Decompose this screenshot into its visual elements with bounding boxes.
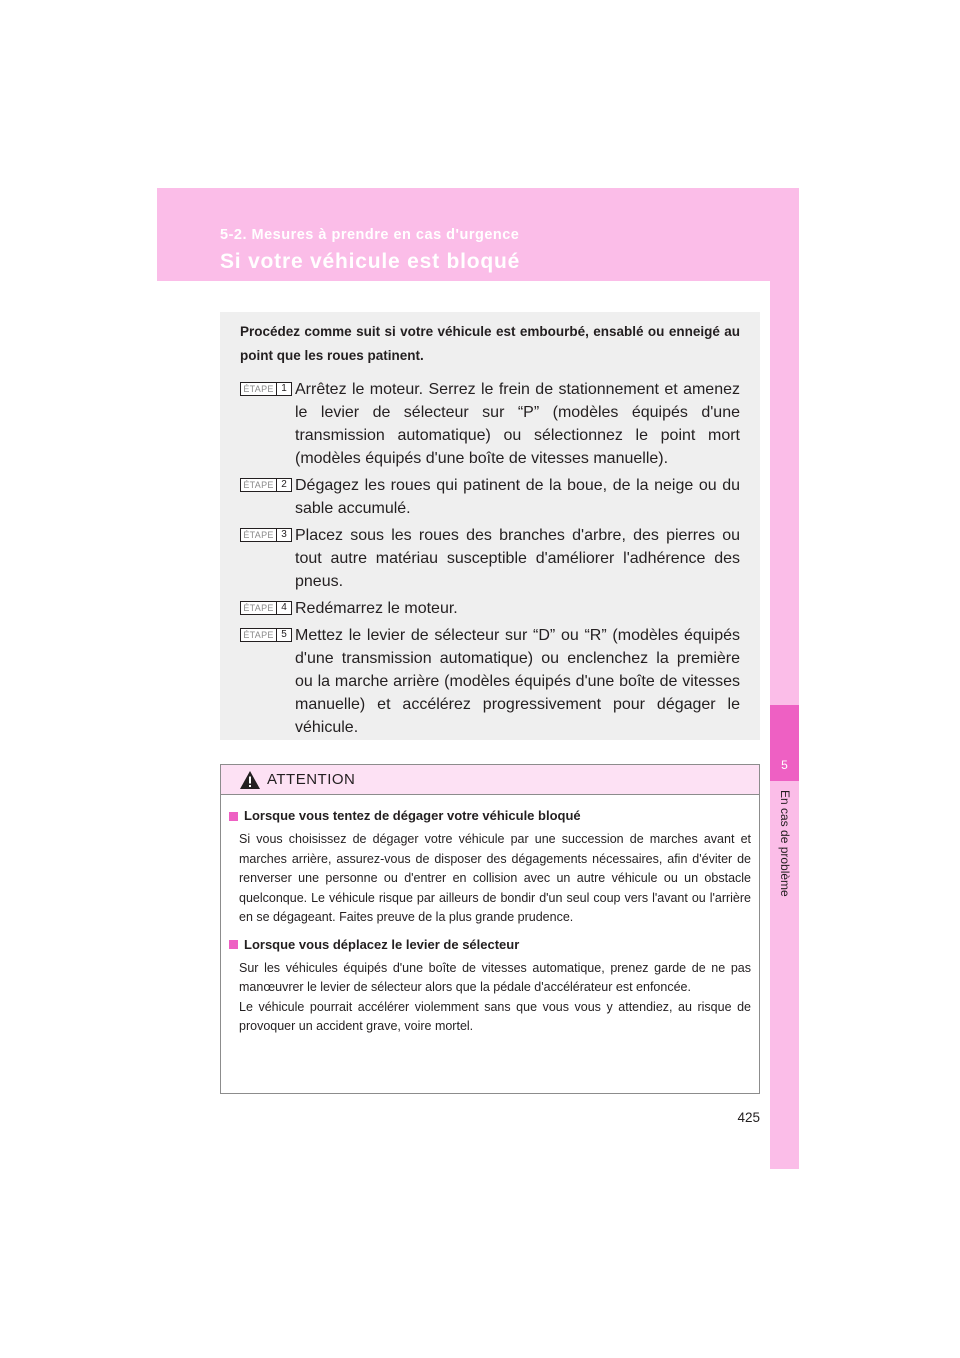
step-badge	[240, 478, 292, 492]
step-badge-number: 5	[276, 629, 291, 641]
chapter-number: 5	[781, 758, 788, 772]
attention-item-title-text: Lorsque vous déplacez le levier de sélecteur	[244, 936, 520, 952]
step-3	[240, 524, 740, 593]
step-badge	[240, 628, 292, 642]
step-text: Placez sous les roues des branches d'arbre, des pierres ou tout autre matériau susceptible d'améliorer l'adhérence des pneus.	[295, 527, 740, 590]
step-text: Dégagez les roues qui patinent de la boue, de la neige ou du sable accumulé.	[295, 477, 740, 517]
step-badge	[240, 601, 292, 615]
section-label: 5-2. Mesures à prendre en cas d'urgence	[220, 227, 520, 243]
attention-header	[221, 765, 759, 795]
attention-box	[220, 764, 760, 1094]
step-badge-number: 3	[276, 529, 291, 541]
attention-body	[221, 795, 759, 1037]
step-badge	[240, 528, 292, 542]
step-4	[240, 597, 740, 620]
warning-triangle-icon	[239, 770, 261, 790]
attention-item-text: Le véhicule pourrait accélérer violemment sans que vous vous y attendiez, au risque de provoquer un accident grave, voire mortel.	[239, 999, 751, 1033]
step-1	[240, 378, 740, 470]
pink-square-icon	[229, 812, 238, 821]
pink-square-icon	[229, 940, 238, 949]
step-badge-word: ÉTAPE	[243, 630, 274, 640]
step-5	[240, 624, 740, 739]
procedure-box	[220, 312, 760, 740]
attention-item-title-text: Lorsque vous tentez de dégager votre véhicule bloqué	[244, 808, 581, 823]
step-badge-number: 1	[276, 383, 291, 395]
attention-item-text: Sur les véhicules équipés d'une boîte de vitesses automatique, prenez garde de ne pas manœuvrer le levier de sélecteur alors que la pédale d'accélérateur est enfoncée.	[239, 960, 751, 994]
step-badge	[240, 382, 292, 396]
step-text: Arrêtez le moteur. Serrez le frein de stationnement et amenez le levier de sélecteur sur “P” (modèles équipés d'une transmission automatique) ou sélectionnez le point mort (modèles équipés d'une boîte de vitesses manuelle).	[295, 381, 740, 467]
procedure-intro: Procédez comme suit si votre véhicule est embourbé, ensablé ou enneigé au point que les roues patinent.	[240, 324, 740, 363]
step-badge-number: 4	[276, 602, 291, 614]
step-2	[240, 474, 740, 520]
attention-item-title	[229, 807, 751, 825]
step-badge-word: ÉTAPE	[243, 530, 274, 540]
chapter-label: En cas de problème	[778, 790, 792, 897]
step-badge-number: 2	[276, 479, 291, 491]
step-text: Mettez le levier de sélecteur sur “D” ou “R” (modèles équipés d'une transmission automatique) ou enclenchez la première ou la marche arrière (modèles équipés d'une boîte de vitesses manuelle) et accélérez progressivement pour dégager le véhicule.	[295, 627, 740, 736]
page-number: 425	[737, 1110, 760, 1125]
attention-title: ATTENTION	[267, 771, 356, 788]
attention-item-title	[229, 936, 751, 954]
page-title: Si votre véhicule est bloqué	[220, 250, 521, 273]
step-badge-word: ÉTAPE	[243, 603, 274, 613]
step-badge-word: ÉTAPE	[243, 384, 274, 394]
step-text: Redémarrez le moteur.	[295, 600, 458, 617]
attention-item-text: Si vous choisissez de dégager votre véhicule par une succession de marches avant et marches arrière, assurez-vous de disposer des dégagements nécessaires, afin d'éviter de renverser une personne ou d'entrer en collision avec un autre véhicule ou un obstacle quelconque. Le véhicule risque par ailleurs de bondir d'un seul coup vers l'avant ou l'arrière en se dégageant. Faites preuve de la plus grande prudence.	[239, 832, 751, 924]
step-badge-word: ÉTAPE	[243, 480, 274, 490]
